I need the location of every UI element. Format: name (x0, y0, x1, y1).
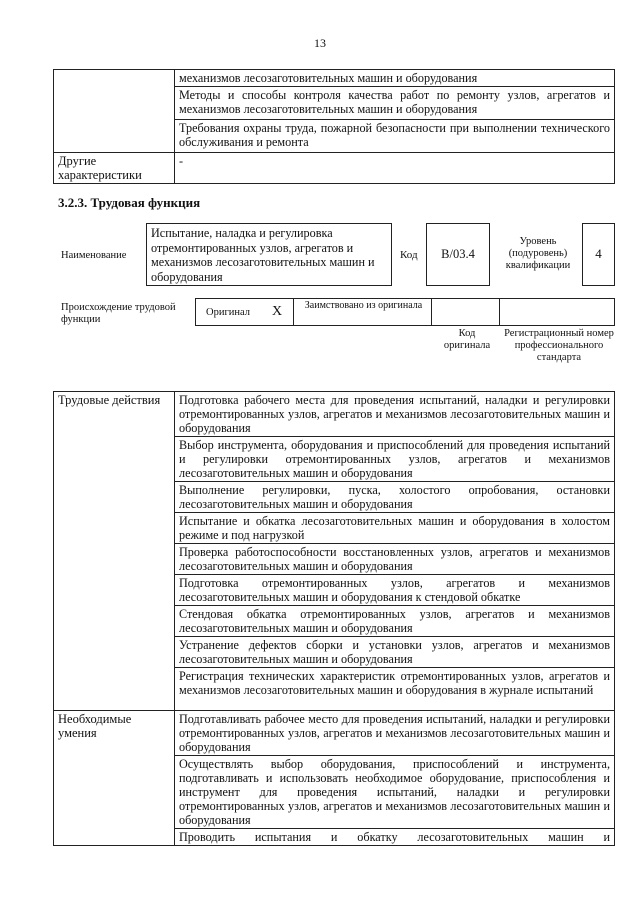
code-caption: Код оригинала (443, 328, 491, 351)
table-cell: Подготовка рабочего места для проведения испытаний, наладки и регулировки отремонтированных узлов, агрегатов и механизмов лесозаготовительных машин и оборудования (175, 392, 615, 437)
original-label: Оригинал (206, 307, 250, 318)
origin-label: Происхождение трудовой функции (61, 302, 176, 325)
row-label: Другие характеристики (54, 153, 175, 184)
page-number: 13 (314, 36, 326, 50)
table-cell: Устранение дефектов сборки и установки узлов, агрегатов и механизмов лесозаготовительных машин и оборудования (175, 637, 615, 668)
origin-code-cell (431, 298, 500, 326)
row-label (54, 70, 175, 153)
table-row (54, 153, 615, 184)
table-cell: Выбор инструмента, оборудования и приспособлений для проведения испытаний и регулировки отремонтированных узлов, агрегатов и механизмов лесозаготовительных машин и оборудования (175, 437, 615, 482)
top-table (53, 69, 615, 184)
table-cell: Выполнение регулировки, пуска, холостого опробования, остановки лесозаготовительных машин и оборудования (175, 482, 615, 513)
function-name-box: Испытание, наладка и регулировка отремонтированных узлов, агрегатов и механизмов лесозаготовительных машин и оборудования (146, 223, 392, 286)
table-cell: Подготавливать рабочее место для проведения испытаний, наладки и регулировки отремонтированных узлов, агрегатов и механизмов лесозаготовительных машин и оборудования (175, 711, 615, 756)
table-cell: Стендовая обкатка отремонтированных узлов, агрегатов и механизмов лесозаготовительных машин и оборудования (175, 606, 615, 637)
level-value: 4 (582, 223, 615, 286)
section-title: 3.2.3. Трудовая функция (58, 195, 201, 210)
table-cell: Проверка работоспособности восстановленных узлов, агрегатов и механизмов лесозаготовительных машин и оборудования (175, 544, 615, 575)
section-label: Необходимые умения (54, 711, 175, 846)
table-cell: Методы и способы контроля качества работ по ремонту узлов, агрегатов и механизмов лесозаготовительных машин и оборудования (175, 87, 615, 120)
borrowed-label: Заимствовано из оригинала (304, 300, 423, 311)
origin-original-cell (195, 298, 293, 326)
table-cell: Испытание и обкатка лесозаготовительных машин и оборудования в холостом режиме и под нагрузкой (175, 513, 615, 544)
reg-caption: Регистрационный номер профессионального стандарта (504, 328, 614, 363)
table-cell: Проводить испытания и обкатку лесозаготовительных машин и (175, 829, 615, 846)
section-label: Трудовые действия (54, 392, 175, 711)
code-value: B/03.4 (426, 223, 490, 286)
table-cell: Требования охраны труда, пожарной безопасности при выполнении технического обслуживания и ремонта (175, 120, 615, 153)
origin-borrowed-cell (293, 298, 432, 326)
table-cell: Осуществлять выбор оборудования, приспособлений и инструмента, подготавливать и использовать необходимое оборудование, приспособления и инструмент для проведения испытаний, наладки и регулировки отремонтированных узлов, агрегатов и механизмов лесозаготовительных машин и оборудования (175, 756, 615, 829)
table-row (54, 392, 615, 437)
table-cell: механизмов лесозаготовительных машин и оборудования (175, 70, 615, 87)
level-label: Уровень (подуровень) квалификации (505, 236, 571, 271)
name-label: Наименование (61, 250, 127, 261)
table-cell: Регистрация технических характеристик отремонтированных узлов, агрегатов и механизмов лесозаготовительных машин и оборудования в журнале испытаний (175, 668, 615, 711)
origin-reg-cell (499, 298, 615, 326)
table-cell: - (175, 153, 615, 184)
table-row (54, 70, 615, 87)
original-mark: X (272, 304, 283, 319)
code-label: Код (400, 249, 418, 261)
table-row (54, 711, 615, 756)
main-table (53, 391, 615, 846)
table-cell: Подготовка отремонтированных узлов, агрегатов и механизмов лесозаготовительных машин и оборудования к стендовой обкатке (175, 575, 615, 606)
